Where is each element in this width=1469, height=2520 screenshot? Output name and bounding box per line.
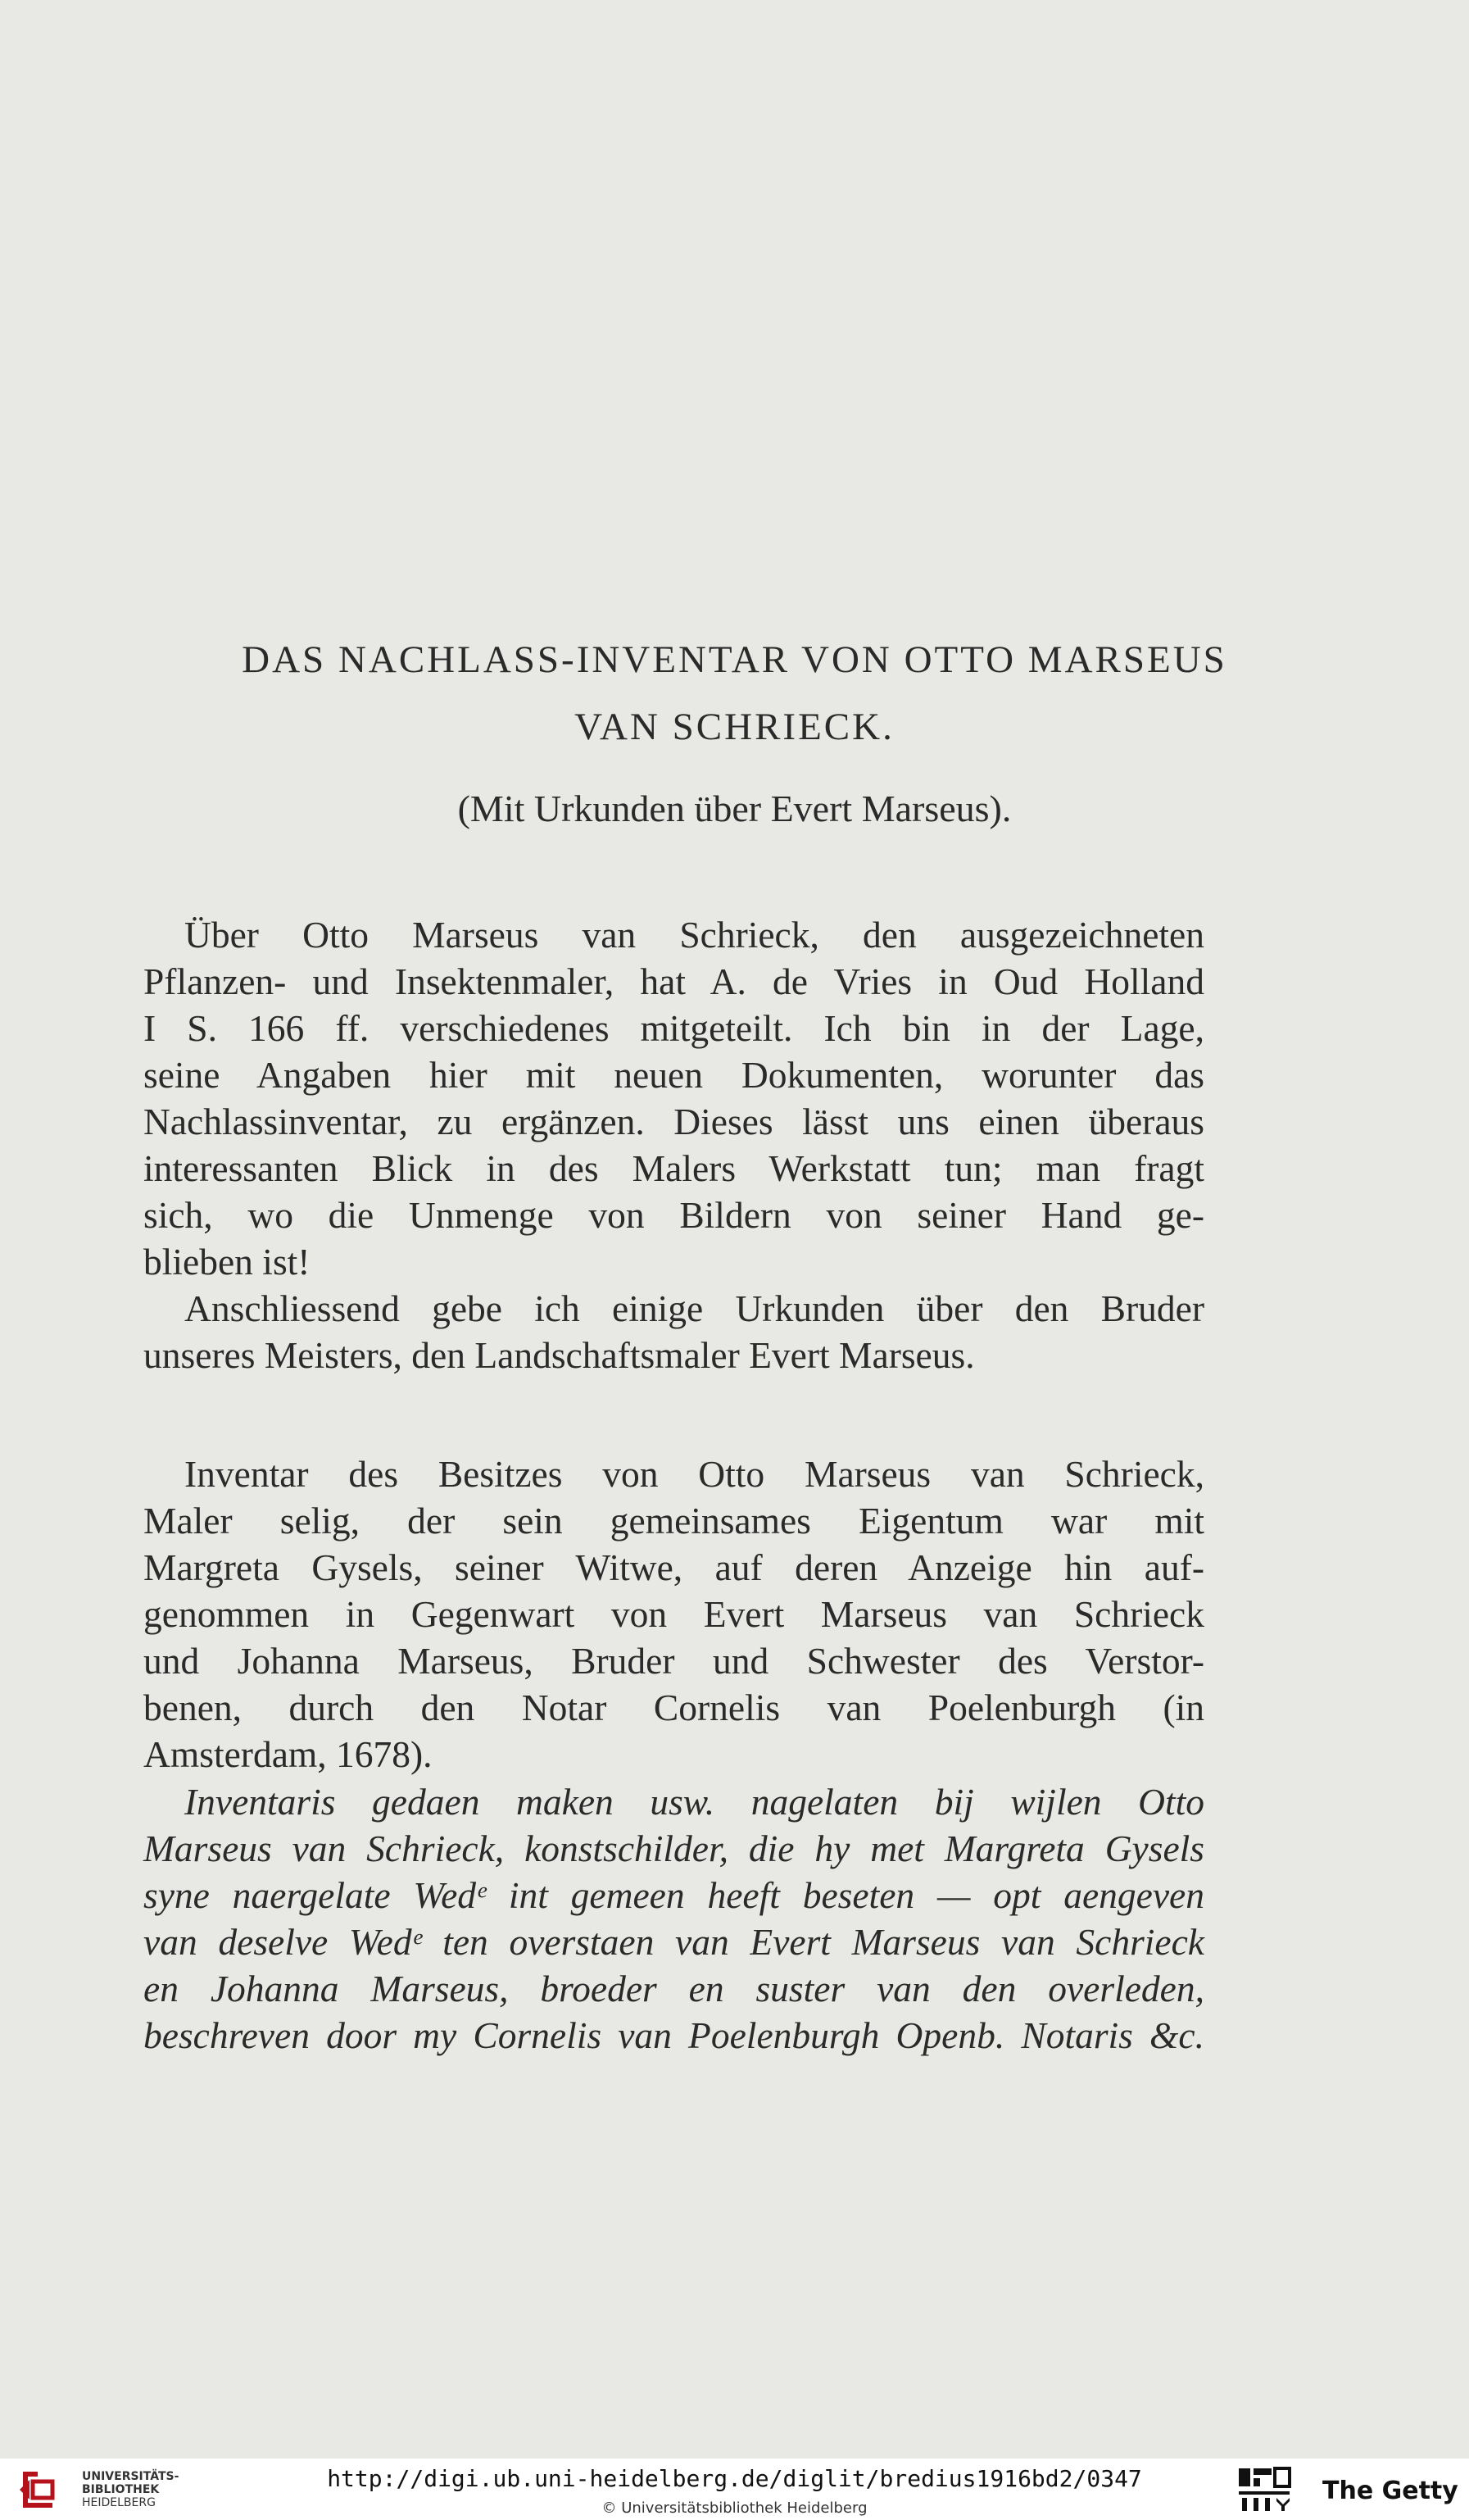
- paragraph-2: [143, 1285, 1204, 1378]
- text-line: syne naergelate Wedᵉ int gemeen heeft beseten — opt aengeven: [143, 1874, 1204, 1916]
- text-line: sich, wo die Unmenge von Bildern von seiner Hand ge-: [143, 1194, 1204, 1236]
- text-line: interessanten Blick in des Malers Werkstatt tun; man fragt: [143, 1147, 1204, 1189]
- getty-logo-icon: [1237, 2467, 1291, 2513]
- text-line: Marseus van Schrieck, konstschilder, die hy met Margreta Gysels: [143, 1828, 1204, 1869]
- text-line: Margreta Gysels, seiner Witwe, auf deren Anzeige hin auf-: [143, 1546, 1204, 1588]
- text-line: Nachlassinventar, zu ergänzen. Dieses lässt uns einen überaus: [143, 1101, 1204, 1142]
- text-line: Über Otto Marseus van Schrieck, den ausgezeichneten: [184, 914, 1204, 956]
- subtitle: (Mit Urkunden über Evert Marseus).: [457, 788, 1012, 829]
- paragraph-3: [143, 1451, 1204, 1778]
- paragraph-1: [143, 911, 1204, 1285]
- paragraph-4-dutch-quote: [143, 1778, 1204, 2059]
- text-line: seine Angaben hier mit neuen Dokumenten, worunter das: [143, 1054, 1204, 1096]
- text-line: unseres Meisters, den Landschaftsmaler Evert Marseus.: [143, 1334, 975, 1376]
- text-line: Pflanzen- und Insektenmaler, hat A. de Vries in Oud Holland: [143, 960, 1204, 1002]
- text-line: van deselve Wedᵉ ten overstaen van Evert Marseus van Schrieck: [143, 1921, 1204, 1963]
- text-line: Amsterdam, 1678).: [143, 1733, 433, 1775]
- footer-bar: [0, 2459, 1469, 2520]
- title-line-1: DAS NACHLASS-INVENTAR VON OTTO MARSEUS: [242, 638, 1227, 681]
- text-line: genommen in Gegenwart von Evert Marseus van Schrieck: [143, 1593, 1204, 1635]
- text-line: Maler selig, der sein gemeinsames Eigentum war mit: [143, 1500, 1204, 1542]
- text-line: I S. 166 ff. verschiedenes mitgeteilt. Ich bin in der Lage,: [143, 1007, 1204, 1049]
- library-name-line-2: BIBLIOTHEK: [82, 2483, 160, 2496]
- library-name-line-3: HEIDELBERG: [82, 2496, 156, 2509]
- text-line: Inventaris gedaen maken usw. nagelaten bij wijlen Otto: [184, 1781, 1204, 1823]
- text-line: Inventar des Besitzes von Otto Marseus van Schrieck,: [184, 1453, 1204, 1495]
- title-line-2: VAN SCHRIECK.: [574, 706, 895, 748]
- copyright-notice: © Universitätsbibliothek Heidelberg: [601, 2500, 868, 2517]
- text-line: en Johanna Marseus, broeder en suster van den overleden,: [143, 1968, 1204, 2009]
- text-line: beschreven door my Cornelis van Poelenburgh Openb. Notaris &c.: [143, 2014, 1204, 2056]
- getty-name: The Getty: [1322, 2477, 1458, 2505]
- text-line: Anschliessend gebe ich einige Urkunden über den Bruder: [184, 1287, 1204, 1329]
- text-line: und Johanna Marseus, Bruder und Schwester des Verstor-: [143, 1640, 1204, 1682]
- source-url-link[interactable]: http://digi.ub.uni-heidelberg.de/diglit/bredius1916bd2/0347: [327, 2465, 1142, 2492]
- text-line: benen, durch den Notar Cornelis van Poelenburgh (in: [143, 1687, 1204, 1728]
- text-line: blieben ist!: [143, 1241, 311, 1283]
- library-name-line-1: UNIVERSITÄTS-: [82, 2470, 179, 2483]
